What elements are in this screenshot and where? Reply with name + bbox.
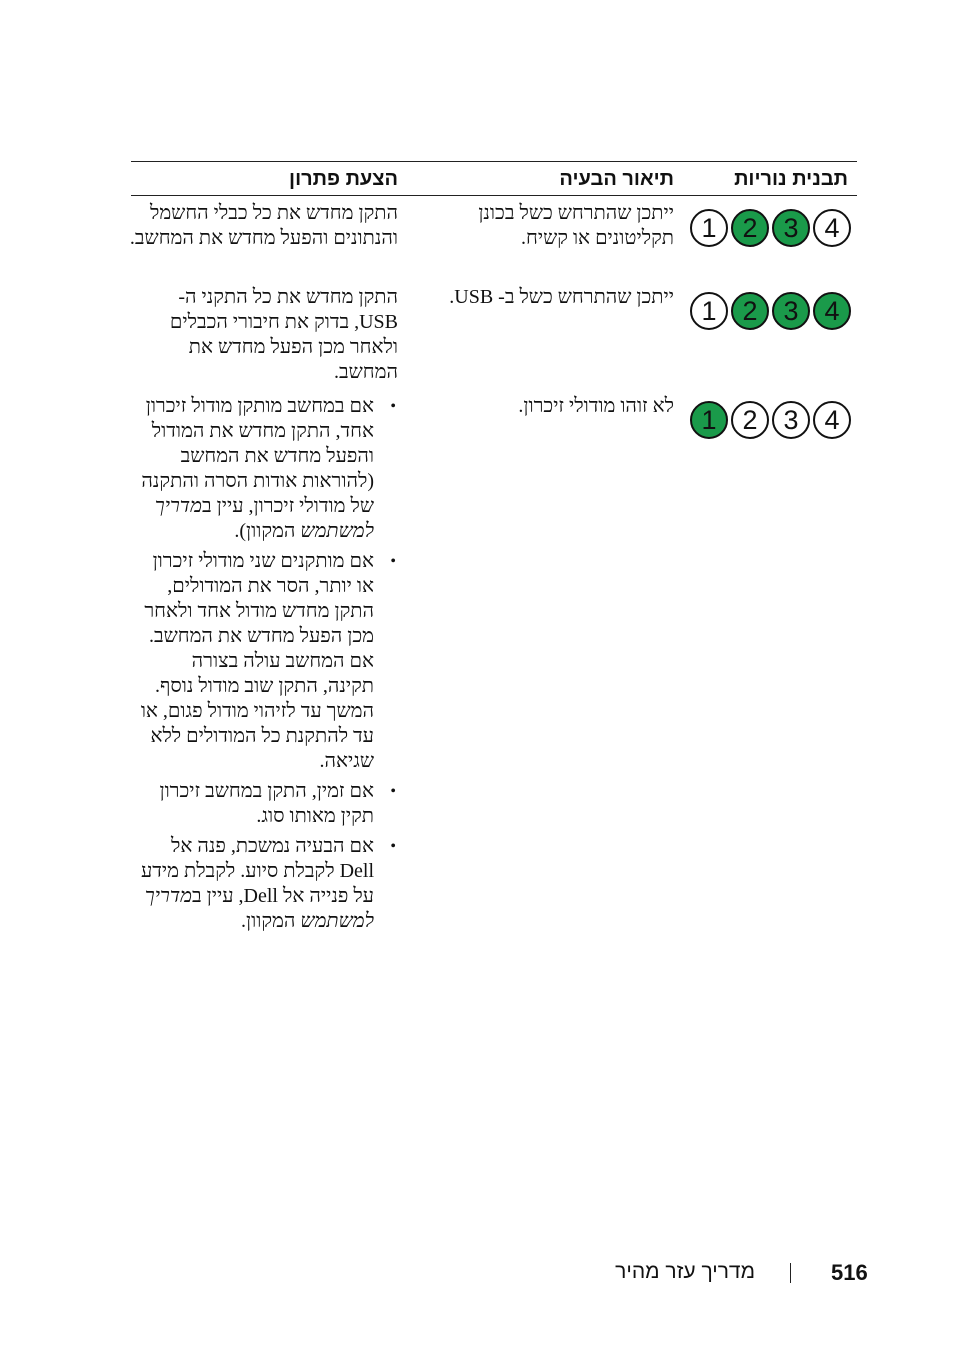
footer-separator (790, 1263, 791, 1283)
led-2: 2 (731, 209, 769, 247)
bullet-text: אם מותקנים שני מודולי זיכרון או יותר, הסר את המודולים, התקן מחדש מודול אחד ולאחר מכן הפעל מחדש את המחשב. אם המחשב עולה בצורה תקינה, התקן שוב מודול נוסף. המשך עד לזיהוי מודול פגום, או עד להתקנת כל המודולים ללא שגיאה. (140, 550, 374, 772)
led-4: 4 (813, 401, 851, 439)
header-suggested-solution: הצעת פתרון (289, 168, 398, 190)
bullet-text: אם במחשב מותקן מודול זיכרון אחד, התקן מחדש את המודול והפעל מחדש את המחשב (להוראות אודות הסרה והתקנה של מודולי זיכרון, עיין ב (141, 395, 374, 517)
led-2: 2 (731, 292, 769, 330)
led-1: 1 (690, 209, 728, 247)
solution-row-1: התקן מחדש את כל כבלי החשמל והנתונים והפעל מחדש את המחשב. (129, 202, 398, 249)
solution-bullet (136, 394, 398, 544)
led-4: 4 (813, 209, 851, 247)
led-pattern-row-2 (690, 292, 851, 330)
header-problem-description: תיאור הבעיה (559, 168, 674, 190)
led-1: 1 (690, 292, 728, 330)
solution-bullet (136, 779, 398, 829)
problem-description-row-1: ייתכן שהתרחש כשל בכונן תקליטונים או קשיח. (478, 202, 674, 249)
led-4: 4 (813, 292, 851, 330)
solution-bullet-list (136, 394, 398, 934)
solution-row-2: התקן מחדש את כל התקני ה- USB, בדוק את חיבורי הכבלים ולאחר מכן הפעל מחדש את המחשב. (169, 286, 398, 383)
table-header-rule (131, 195, 857, 196)
problem-description-row-3: לא זוהו מודולי זיכרון. (518, 395, 674, 417)
bullet-text: אם זמין, התקן במחשב זיכרון תקין מאותו סוג. (159, 780, 374, 827)
led-3: 3 (772, 292, 810, 330)
led-2: 2 (731, 401, 769, 439)
led-pattern-row-1 (690, 209, 851, 247)
led-1: 1 (690, 401, 728, 439)
user-guide-reference: מדריך למשתמש (144, 885, 374, 932)
problem-description-row-2: ייתכן שהתרחש כשל ב- USB. (449, 286, 674, 308)
user-guide-reference: מדריך למשתמש (154, 495, 374, 542)
table-top-rule (131, 161, 857, 162)
solution-bullet (136, 834, 398, 934)
solution-row-3 (136, 394, 398, 939)
page-number: 516 (831, 1260, 868, 1285)
bullet-text: אם הבעיה נמשכת, פנה אל Dell לקבלת סיוע. לקבלת מידע על פנייה אל Dell, עיין ב (140, 835, 374, 907)
led-pattern-row-3 (690, 401, 851, 439)
led-3: 3 (772, 401, 810, 439)
footer-title: מדריך עזר מהיר (615, 1260, 755, 1283)
solution-bullet (136, 549, 398, 774)
bullet-text: המקוון). (234, 520, 301, 542)
header-led-pattern: תבנית נוריות (734, 168, 848, 190)
led-3: 3 (772, 209, 810, 247)
bullet-text: המקוון. (241, 910, 301, 932)
